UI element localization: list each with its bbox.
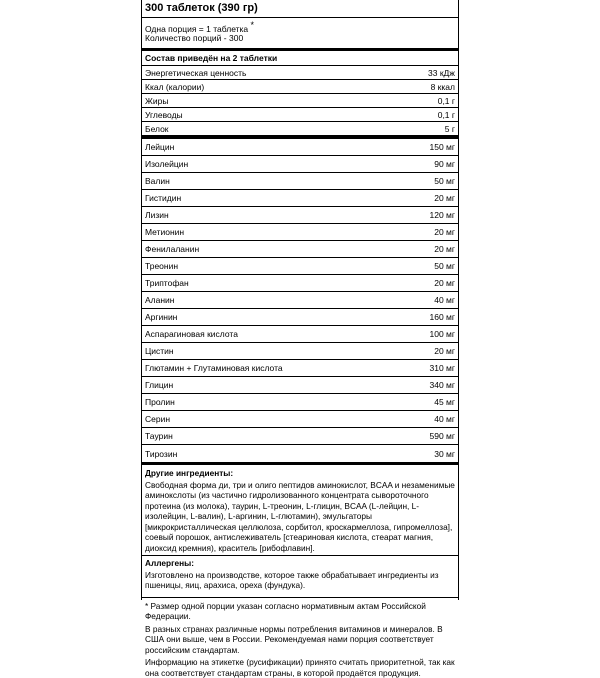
nutrition-table	[142, 66, 458, 136]
table-row	[142, 156, 458, 173]
table-row	[142, 80, 458, 94]
table-row	[142, 207, 458, 224]
table-row	[142, 190, 458, 207]
row-name: Жиры	[145, 96, 168, 106]
other-ingredients-header: Другие ингредиенты:	[142, 466, 458, 480]
row-name: Аланин	[145, 295, 175, 305]
product-title: 300 таблеток (390 гр)	[142, 0, 458, 18]
row-value: 150 мг	[430, 142, 456, 152]
table-row	[142, 224, 458, 241]
row-value: 90 мг	[434, 159, 455, 169]
row-value: 340 мг	[430, 380, 456, 390]
table-row	[142, 173, 458, 190]
table-row	[142, 411, 458, 428]
row-value: 40 мг	[434, 295, 455, 305]
footer-note: * Размер одной порции указан согласно нормативным актам Российской Федерации.	[145, 601, 455, 622]
other-ingredients-section	[142, 462, 458, 555]
row-value: 20 мг	[434, 346, 455, 356]
row-name: Гистидин	[145, 193, 181, 203]
row-value: 8 ккал	[431, 82, 455, 92]
row-name: Серин	[145, 414, 170, 424]
row-name: Цистин	[145, 346, 174, 356]
row-value: 30 мг	[434, 449, 455, 459]
footer-note: В разных странах различные нормы потребления витаминов и минералов. В США они выше, чем в России. Рекомендуемая нами порция соответствует российским стандартам.	[145, 624, 455, 656]
allergens-header: Аллергены:	[142, 556, 458, 570]
row-name: Треонин	[145, 261, 178, 271]
table-row	[142, 66, 458, 80]
row-value: 0,1 г	[438, 110, 455, 120]
row-value: 40 мг	[434, 414, 455, 424]
table-row	[142, 275, 458, 292]
row-value: 0,1 г	[438, 96, 455, 106]
table-row	[142, 360, 458, 377]
row-name: Изолейцин	[145, 159, 188, 169]
row-value: 20 мг	[434, 227, 455, 237]
allergens-text: Изготовлено на производстве, которое также обрабатывает ингредиенты из пшеницы, яиц, арахиса, ореха (фундука).	[142, 570, 458, 597]
row-name: Аспарагиновая кислота	[145, 329, 238, 339]
row-name: Метионин	[145, 227, 184, 237]
amino-table	[142, 136, 458, 462]
serving-size-text: Одна порция = 1 таблетка	[145, 24, 248, 34]
row-value: 120 мг	[430, 210, 456, 220]
row-value: 33 кДж	[428, 68, 455, 78]
row-value: 50 мг	[434, 176, 455, 186]
row-name: Таурин	[145, 431, 173, 441]
footer-note: Информацию на этикетке (русификации) принято считать приоритетной, так как она соответствует стандартам страны, в которой продаётся продукция.	[145, 657, 455, 678]
table-row	[142, 428, 458, 445]
row-name: Валин	[145, 176, 170, 186]
row-name: Лейцин	[145, 142, 174, 152]
row-value: 20 мг	[434, 193, 455, 203]
table-row	[142, 309, 458, 326]
servings-count: Количество порций - 300	[142, 32, 458, 45]
row-name: Тирозин	[145, 449, 177, 459]
allergens-section	[142, 555, 458, 597]
table-row	[142, 343, 458, 360]
row-value: 310 мг	[430, 363, 456, 373]
composition-header: Состав приведён на 2 таблетки	[142, 48, 458, 66]
table-row	[142, 139, 458, 156]
row-name: Пролин	[145, 397, 175, 407]
row-name: Лизин	[145, 210, 169, 220]
row-name: Белок	[145, 124, 169, 134]
table-row	[142, 241, 458, 258]
row-value: 50 мг	[434, 261, 455, 271]
table-row	[142, 292, 458, 309]
row-value: 20 мг	[434, 244, 455, 254]
serving-size	[142, 19, 458, 32]
row-name: Триптофан	[145, 278, 189, 288]
footer-notes	[142, 597, 458, 678]
row-name: Ккал (калории)	[145, 82, 204, 92]
table-row	[142, 94, 458, 108]
table-row	[142, 108, 458, 122]
row-name: Аргинин	[145, 312, 177, 322]
row-name: Глютамин + Глутаминовая кислота	[145, 363, 283, 373]
row-value: 20 мг	[434, 278, 455, 288]
nutrition-label	[141, 0, 459, 600]
table-row	[142, 326, 458, 343]
table-row	[142, 445, 458, 462]
row-name: Фенилаланин	[145, 244, 199, 254]
row-value: 45 мг	[434, 397, 455, 407]
other-ingredients-text: Свободная форма ди, три и олиго пептидов аминокислот, BCAA и незаменимые аминокслоты (из частично гидролизованного концентрата сывороточного протеина (из молока), таурин, L-треонин, L-глицин, BCAA (L-лейцин, L-изолейцин, L-валин), L-аргинин, L-глютамин), эмульгаторы [микрокристаллическая целлюлоза, сорбитол, кроскармеллоза, гипромеллоза], соевый порошок, антислеживатель [стеариновая кислота, стеарат магния, диоксид кремния), краситель [рибофлавин].	[142, 480, 458, 556]
table-row	[142, 258, 458, 275]
row-name: Глицин	[145, 380, 173, 390]
row-value: 590 мг	[430, 431, 456, 441]
table-row	[142, 122, 458, 136]
row-value: 160 мг	[430, 312, 456, 322]
serving-size-mark: *	[251, 20, 255, 30]
row-name: Энергетическая ценность	[145, 68, 246, 78]
table-row	[142, 377, 458, 394]
row-name: Углеводы	[145, 110, 183, 120]
row-value: 100 мг	[430, 329, 456, 339]
table-row	[142, 394, 458, 411]
row-value: 5 г	[445, 124, 455, 134]
